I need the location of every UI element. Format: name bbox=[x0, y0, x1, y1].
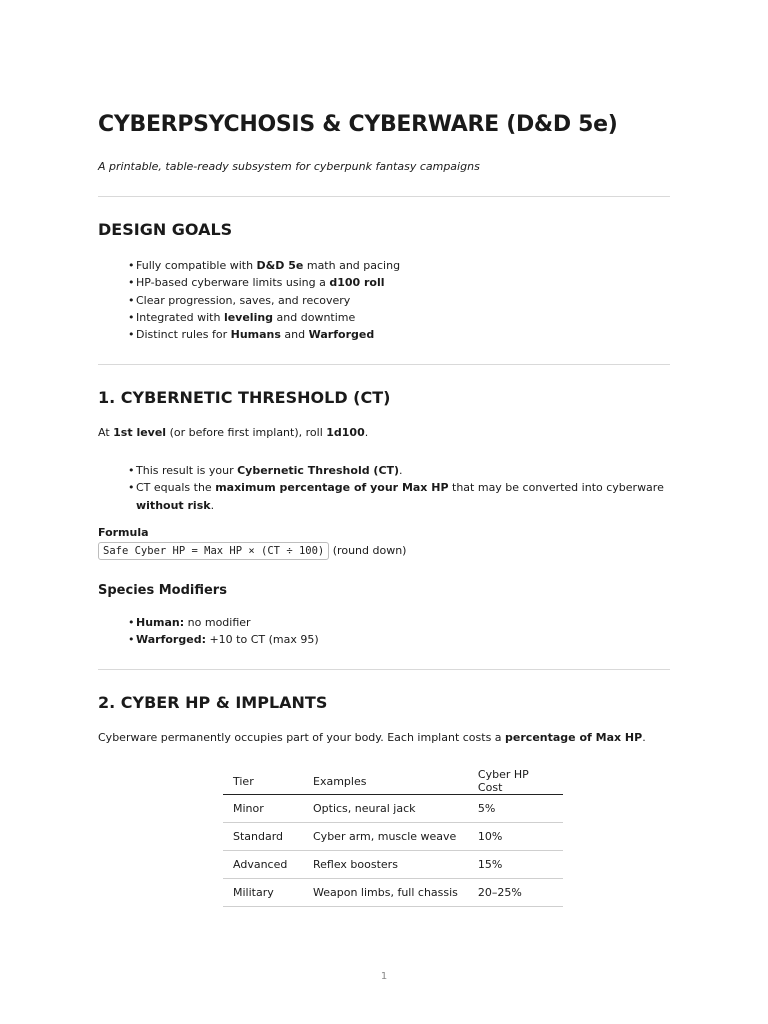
species-list bbox=[128, 614, 319, 649]
table-row bbox=[223, 851, 563, 879]
tier-cell: Advanced bbox=[223, 851, 303, 879]
tier-cell: Military bbox=[223, 879, 303, 907]
page-number: 1 bbox=[380, 971, 388, 982]
list-item: • This result is your Cybernetic Threshold (CT). bbox=[128, 464, 403, 477]
examples-cell: Reflex boosters bbox=[303, 851, 468, 879]
formula-line bbox=[98, 542, 406, 560]
table-row bbox=[223, 879, 563, 907]
table-row bbox=[223, 823, 563, 851]
divider bbox=[98, 196, 670, 197]
cost-cell: 5% bbox=[468, 795, 563, 823]
list-item: • Integrated with leveling and downtime bbox=[128, 310, 356, 324]
design-goals-list bbox=[128, 257, 400, 343]
formula-note: (round down) bbox=[332, 544, 407, 557]
list-item: • Human: no modifier bbox=[128, 616, 251, 629]
section-1-heading: 1. CYBERNETIC THRESHOLD (CT) bbox=[98, 388, 391, 407]
list-item: • Clear progression, saves, and recovery bbox=[128, 293, 351, 307]
formula-code: Safe Cyber HP = Max HP × (CT ÷ 100) bbox=[98, 542, 329, 560]
list-item: • Fully compatible with D&D 5e math and pacing bbox=[128, 259, 401, 272]
list-item: • Distinct rules for Humans and Warforged bbox=[128, 328, 375, 342]
cost-cell: 10% bbox=[468, 823, 563, 851]
design-goals-heading: DESIGN GOALS bbox=[98, 220, 233, 239]
formula-label: Formula bbox=[98, 526, 149, 539]
document-title: CYBERPSYCHOSIS & CYBERWARE (D&D 5e) bbox=[98, 112, 618, 137]
threshold-list bbox=[128, 462, 664, 514]
examples-cell: Optics, neural jack bbox=[303, 795, 468, 823]
section-2-heading: 2. CYBER HP & IMPLANTS bbox=[98, 693, 328, 712]
table-header-row bbox=[223, 768, 563, 795]
divider bbox=[98, 364, 670, 365]
cost-cell: 20–25% bbox=[468, 879, 563, 907]
table-row bbox=[223, 795, 563, 823]
list-item: • HP-based cyberware limits using a d100 roll bbox=[128, 276, 385, 290]
list-item: • CT equals the maximum percentage of your Max HP that may be converted into cyberware without risk. bbox=[128, 481, 664, 512]
cost-cell: 15% bbox=[468, 851, 563, 879]
section-2-intro: Cyberware permanently occupies part of your body. Each implant costs a percentage of Max HP. bbox=[98, 731, 646, 744]
divider bbox=[98, 669, 670, 670]
implant-tier-table bbox=[223, 768, 563, 907]
tier-cell: Minor bbox=[223, 795, 303, 823]
examples-cell: Cyber arm, muscle weave bbox=[303, 823, 468, 851]
list-item: • Warforged: +10 to CT (max 95) bbox=[128, 633, 319, 647]
species-modifiers-heading: Species Modifiers bbox=[98, 583, 227, 598]
document-subtitle: A printable, table-ready subsystem for cyberpunk fantasy campaigns bbox=[98, 160, 480, 173]
column-header-examples: Examples bbox=[303, 768, 468, 795]
examples-cell: Weapon limbs, full chassis bbox=[303, 879, 468, 907]
column-header-cost: Cyber HP Cost bbox=[468, 768, 563, 795]
column-header-tier: Tier bbox=[223, 768, 303, 795]
section-1-intro: At 1st level (or before first implant), roll 1d100. bbox=[98, 426, 369, 439]
tier-cell: Standard bbox=[223, 823, 303, 851]
